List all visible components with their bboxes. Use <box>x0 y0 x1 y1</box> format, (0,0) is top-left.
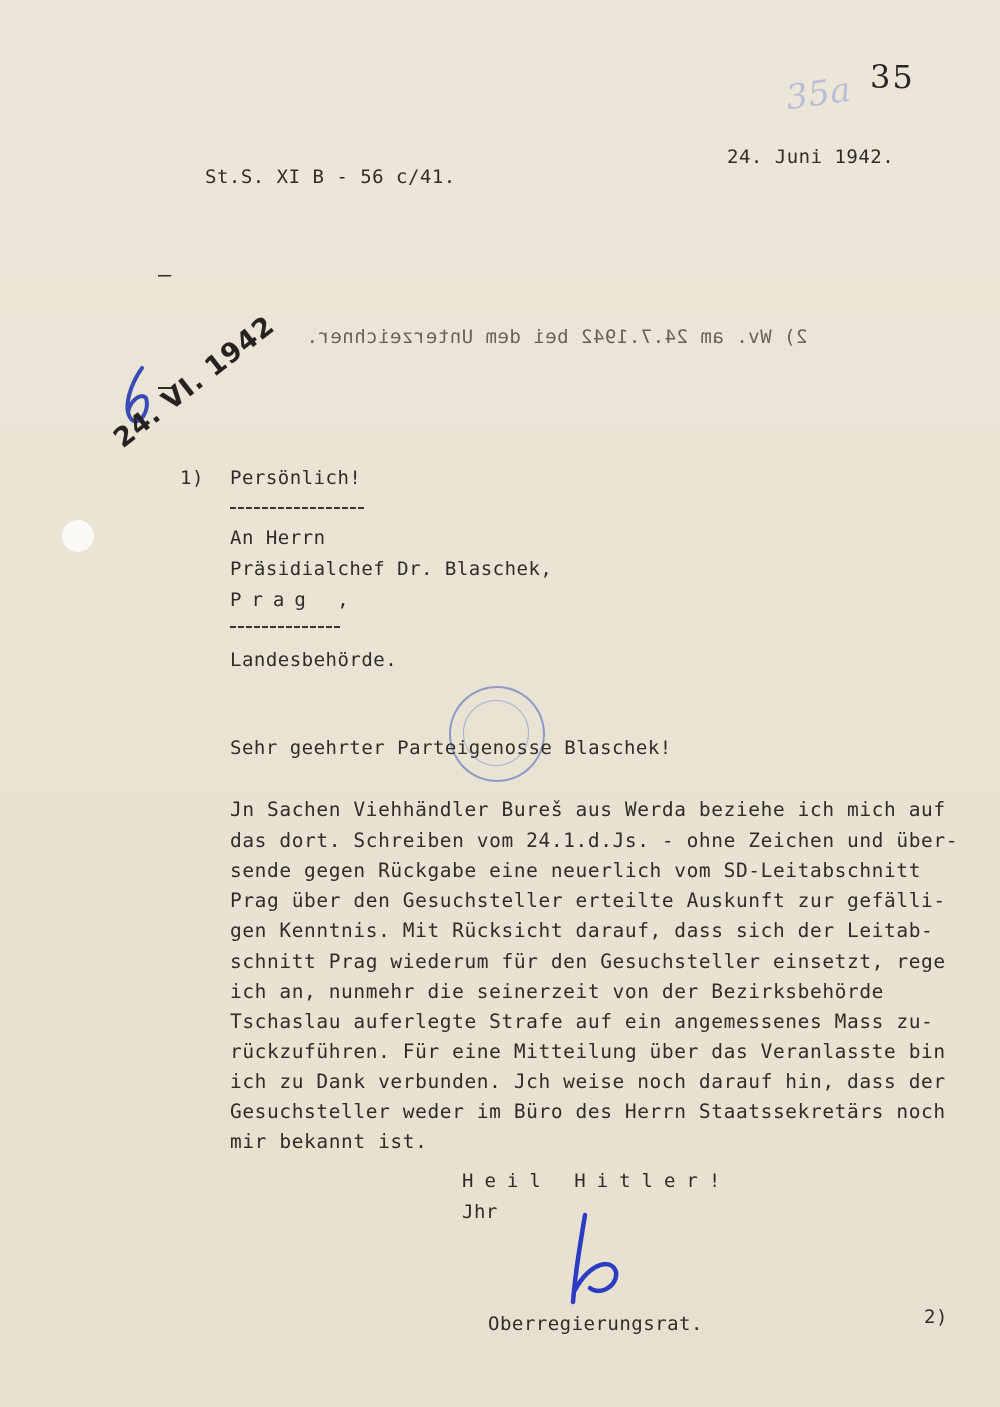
signature-mark <box>573 1215 616 1302</box>
body-line: sende gegen Rückgabe eine neuerlich vom SD-Leitabschnitt <box>230 859 922 882</box>
reference-number: St.S. XI B - 56 c/41. <box>205 166 456 188</box>
address-line-2: Präsidialchef Dr. Blaschek, <box>230 558 553 580</box>
closing-jhr: Jhr <box>462 1201 498 1223</box>
address-line-1: An Herrn <box>230 527 326 549</box>
item-marker-1: 1) <box>180 467 204 489</box>
letter-date: 24. Juni 1942. <box>727 146 895 168</box>
salutation: Sehr geehrter Parteigenosse Blaschek! <box>230 737 672 759</box>
body-line: Jn Sachen Viehhändler Bureš aus Werda beziehe ich mich auf <box>230 798 946 821</box>
body-line: schnitt Prag wiederum für den Gesuchsteller einsetzt, rege <box>230 950 946 973</box>
closing-greeting: Heil Hitler! <box>462 1170 732 1192</box>
address-line-3: Prag , <box>230 589 359 611</box>
body-line: Gesuchsteller weder im Büro des Herrn Staatssekretärs noch <box>230 1100 946 1123</box>
archive-seal <box>449 686 545 782</box>
received-date-stamp: 24. VI. 1942 <box>108 309 281 455</box>
signatory-title: Oberregierungsrat. <box>488 1313 703 1335</box>
page-number: 35 <box>870 58 915 96</box>
personal-heading: Persönlich! <box>230 467 362 489</box>
body-line: ich an, nunmehr die seinerzeit von der Bezirksbehörde <box>230 980 885 1003</box>
archive-number: 35a <box>783 69 854 119</box>
address-line-4: Landesbehörde. <box>230 649 398 671</box>
reverse-note: 2) Wv. am 24.7.1942 bei dem Unterzeichner. <box>306 326 808 348</box>
body-line: ich zu Dank verbunden. Jch weise noch darauf hin, dass der <box>230 1070 946 1093</box>
body-line: mir bekannt ist. <box>230 1130 428 1153</box>
item-marker-2: 2) <box>924 1306 948 1328</box>
dash-mark: — <box>158 263 172 288</box>
body-line: rückzuführen. Für eine Mitteilung über das Veranlasste bin <box>230 1040 946 1063</box>
body-line: gen Kenntnis. Mit Rücksicht darauf, dass sich der Leitab- <box>230 919 934 942</box>
body-line: Prag über den Gesuchsteller erteilte Auskunft zur gefälli- <box>230 889 946 912</box>
body-line: das dort. Schreiben vom 24.1.d.Js. - ohne Zeichen und über- <box>230 829 959 852</box>
body-line: Tschaslau auferlegte Strafe auf ein angemessenes Mass zu- <box>230 1010 934 1033</box>
